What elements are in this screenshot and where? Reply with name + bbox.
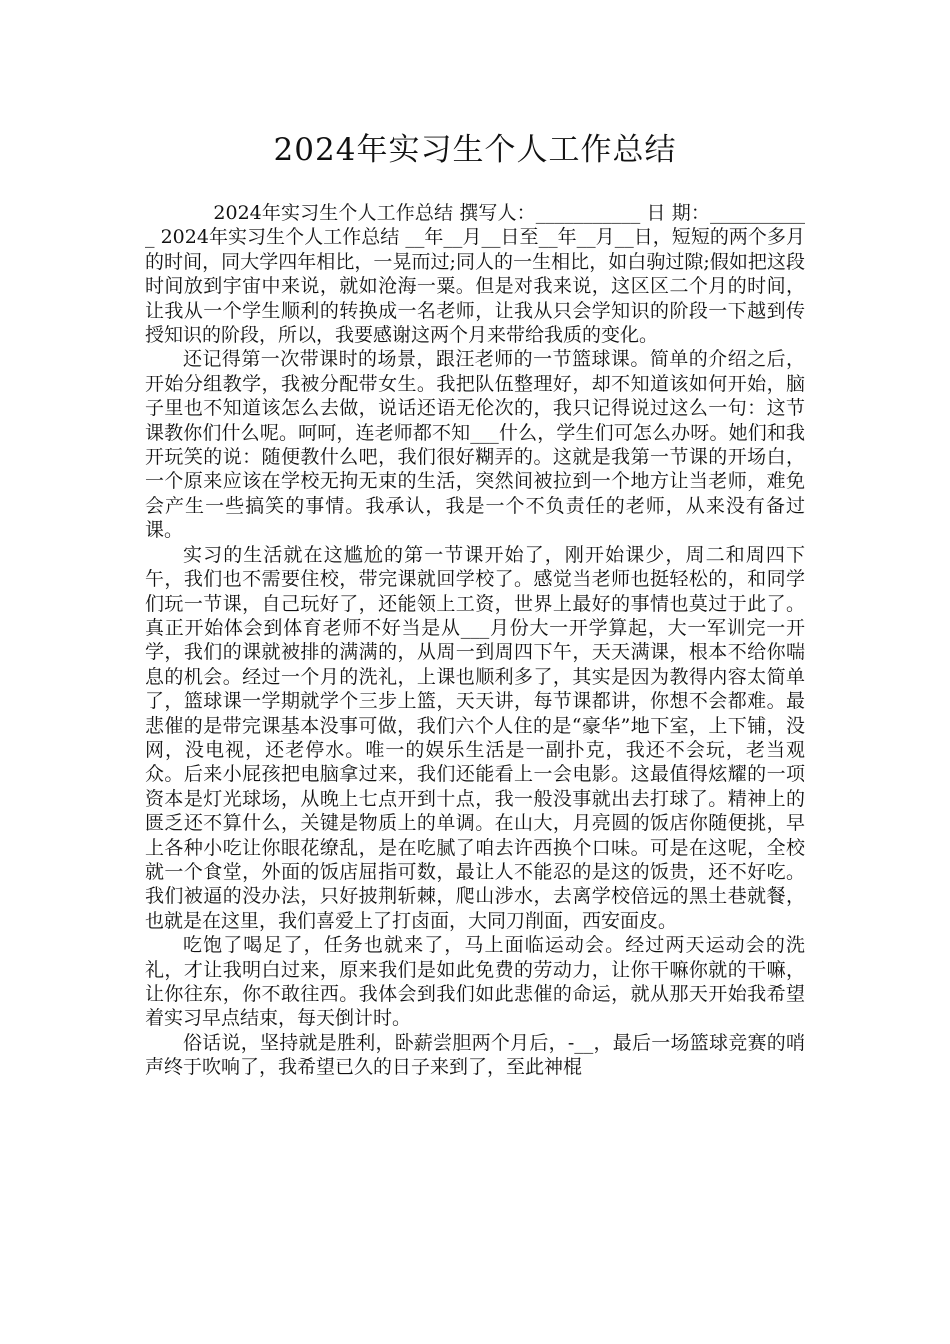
paragraph-first-class: 还记得第一次带课时的场景，跟汪老师的一节篮球课。简单的介绍之后，开始分组教学，我被分配带女生。我把队伍整理好，却不知道该如何开始，脑子里也不知道该怎么去做，说话还语无伦次的，我只记得说过这么一句：这节课教你们什么呢。呵呵，连老师都不知___什么，学生们可怎么办呀。她们和我开玩笑的说：随便教什么吧，我们很好糊弄的。这就是我第一节课的开场白，一个原来应该在学校无拘无束的生活，突然间被拉到一个地方让当老师，难免会产生一些搞笑的事情。我承认，我是一个不负责任的老师，从来没有备过课。 — [145, 348, 805, 542]
document-title: 2024年实习生个人工作总结 — [273, 132, 677, 168]
paragraph-internship-life: 实习的生活就在这尴尬的第一节课开始了，刚开始课少，周二和周四下午，我们也不需要住校，带完课就回学校了。感觉当老师也挺轻松的，和同学们玩一节课，自己玩好了，还能领上工资，世界上最好的事情也莫过于此了。真正开始体会到体育老师不好当是从___月份大一开学算起，大一军训完一开学，我们的课就被排的满满的，从周一到周四下午，天天满课，根本不给你喘息的机会。经过一个月的洗礼，上课也顺利多了，其实是因为教得内容太简单了，篮球课一学期就学个三步上篮，天天讲，每节课都讲，你想不会都难。最悲催的是带完课基本没事可做，我们六个人住的是“豪华”地下室，上下铺，没网，没电视，还老停水。唯一的娱乐生活是一副扑克，我还不会玩，老当观众。后来小屁孩把电脑拿过来，我们还能看上一会电影。这最值得炫耀的一项资本是灯光球场，从晚上七点开到十点，我一般没事就出去打球了。精神上的匮乏还不算什么，关键是物质上的单调。在山大，月亮圆的饭店你随便挑，早上各种小吃让你眼花缭乱，是在吃腻了咱去许西换个口味。可是在这呢，全校就一个食堂，外面的饭店屈指可数，最让人不能忍的是这的饭贵，还不好吃。我们被逼的没办法，只好披荆斩棘，爬山涉水，去离学校倍远的黑土巷就餐，也就是在这里，我们喜爱上了打卤面，大同刀削面，西安面皮。 — [145, 543, 805, 932]
document-body — [145, 201, 805, 1080]
paragraph-ending: 俗话说，坚持就是胜利，卧薪尝胆两个月后，-__，最后一场篮球竞赛的哨声终于吹响了，我希望已久的日子来到了，至此神棍 — [145, 1031, 805, 1079]
paragraph-sports-meet: 吃饱了喝足了，任务也就来了，马上面临运动会。经过两天运动会的洗礼，才让我明白过来，原来我们是如此免费的劳动力，让你干嘛你就的干嘛，让你往东，你不敢往西。我体会到我们如此悲催的命运，就从那天开始我希望着实习早点结束，每天倒计时。 — [145, 934, 805, 1030]
paragraph-intro: 2024年实习生个人工作总结 撰写人：___________ 日 期：___________ 2024年实习生个人工作总结 __年__月__日至__年__月__日，短短的两个多月的时间，同大学四年相比，一晃而过;同人的一生相比，如白驹过隙;假如把这段时间放到宇宙中来说，就如沧海一粟。但是对我来说，这区区二个月的时间，让我从一个学生顺利的转换成一名老师，让我从只会学知识的阶段一下越到传授知识的阶段，所以，我要感谢这两个月来带给我质的变化。 — [145, 202, 805, 347]
